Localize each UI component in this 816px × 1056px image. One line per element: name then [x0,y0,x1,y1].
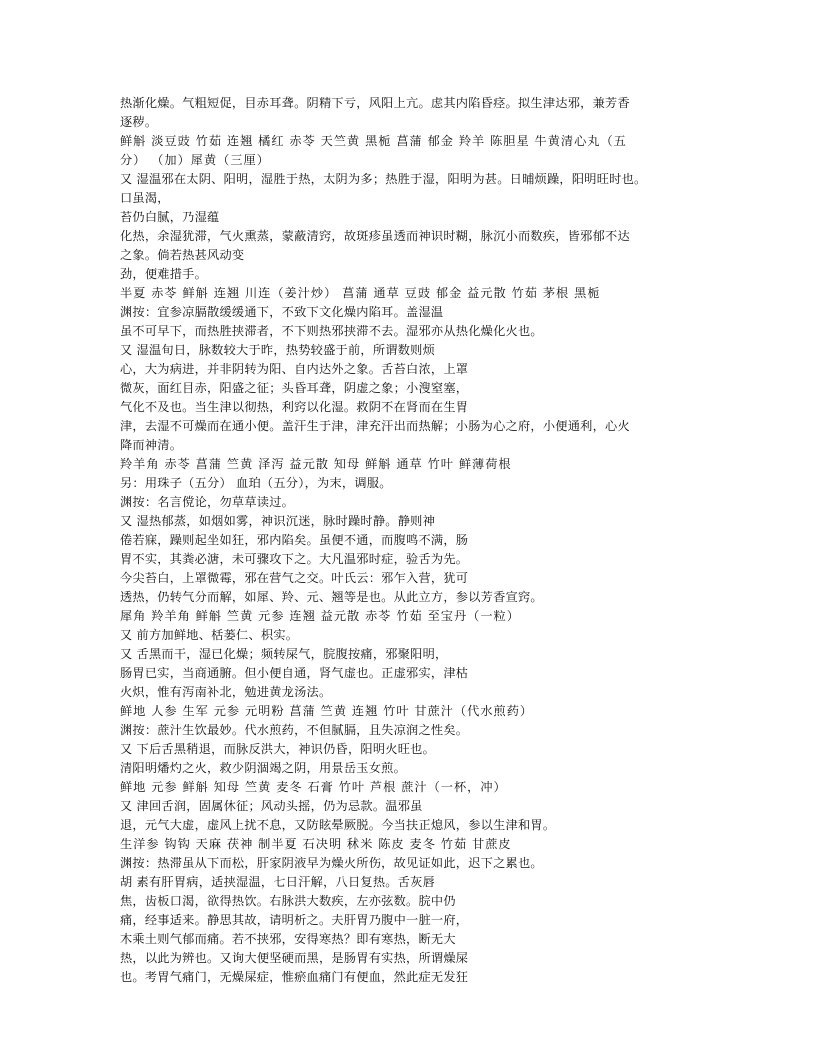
text-line: 热，以此为辨也。又询大便坚硬而黑，是肠胃有实热，所谓燥屎 [120,951,469,965]
prescription-line: 犀角 羚羊角 鲜斛 竺黄 元参 连翘 益元散 赤苓 竹茹 至宝丹（一粒） [120,609,520,623]
text-line: 又 湿温旬日，脉数较大于昨，热势较盛于前，所谓数则烦 [120,343,436,357]
text-line: 又 湿温邪在太阴、阳明，湿胜于热，太阴为多；热胜于湿，阳明为甚。日晡烦躁，阳明旺时也。 [120,172,647,186]
text-line: 清阳明燔灼之火，救少阴涸竭之阴，用景岳玉女煎。 [120,761,407,775]
commentary-line: 渊按：热滞虽从下而松，肝家阴液早为燥火所伤，故见证如此，迟下之累也。 [120,856,543,870]
text-line: 微灰，面红目赤，阳盛之征；头昏耳聋，阴虚之象；小溲窒塞， [120,381,469,395]
text-line: 口虽渴， [120,191,170,205]
text-line: 化热，余湿犹滞，气火熏蒸，蒙蔽清窍，故斑疹虽透而神识时糊，脉沉小而数疾，皆邪郁不达 [120,229,630,243]
text-line: 胃不实，其粪必溏，未可骤攻下之。大凡温邪时症，验舌为先。 [120,552,469,566]
text-line: 之象。倘若热甚风动变 [120,248,245,262]
text-line: 也。考胃气痛门，无燥屎症，惟瘀血痛门有便血，然此症无发狂 [120,970,469,984]
commentary-line: 渊按：名言傥论，勿草草读过。 [120,495,295,509]
prescription-line: 生洋参 钩钩 天麻 茯神 制半夏 石决明 秫米 陈皮 麦冬 竹茹 甘蔗皮 [120,837,512,851]
commentary-line: 渊按：宜参凉膈散缓缓通下，不致下文化燥内陷耳。盖湿温 [120,305,444,319]
text-line: 透热，仍转气分而解，如犀、羚、元、翘等是也。从此立方，参以芳香宣窍。 [120,590,543,604]
text-line: 又 下后舌黑稍退，而脉反洪大，神识仍昏，阳明火旺也。 [120,742,436,756]
prescription-line: 分） （加）犀黄（三厘） [120,153,270,167]
text-line: 热渐化燥。气粗短促，目赤耳聋。阴精下亏，风阳上亢。虑其内陷昏痉。拟生津达邪，兼芳香 [120,96,630,110]
text-line: 倦若寐，躁则起坐如狂，邪内陷矣。虽便不通，而腹鸣不满，肠 [120,533,469,547]
text-line: 心，大为病进，并非阴转为阳、自内达外之象。舌苔白浓，上罩 [120,362,469,376]
prescription-line: 半夏 赤苓 鲜斛 连翘 川连（姜汁炒） 菖蒲 通草 豆豉 郁金 益元散 竹茹 茅根 黑栀 [120,286,601,300]
prescription-line: 羚羊角 赤苓 菖蒲 竺黄 泽泻 益元散 知母 鲜斛 通草 竹叶 鲜薄荷根 [120,457,512,471]
text-line: 痛，经事适来。静思其故，请明析之。夫肝胃乃腹中一脏一府， [120,913,469,927]
document-page [120,94,700,987]
text-line: 又 舌黑而干，湿已化燥；频转屎气，脘腹按痛，邪聚阳明， [120,647,448,661]
text-line: 肠胃已实，当商通腑。但小便自通，肾气虚也。正虚邪实，津枯 [120,666,469,680]
text-line: 气化不及也。当生津以彻热，利窍以化湿。救阴不在肾而在生胃 [120,400,469,414]
commentary-line: 渊按：蔗汁生饮最妙。代水煎药，不但腻膈，且失凉润之性矣。 [120,723,469,737]
text-line: 焦，齿板口渴，欲得热饮。右脉洪大数疾，左亦弦数。脘中仍 [120,894,456,908]
text-line: 劲，便难措手。 [120,267,208,281]
text-line: 胡 素有肝胃病，适挟湿温，七日汗解，八日复热。舌灰唇 [120,875,436,889]
text-line: 火炽，惟有泻南补北，勉进黄龙汤法。 [120,685,332,699]
text-line: 虽不可早下，而热胜挟滞者，不下则热邪挟滞不去。湿邪亦从热化燥化火也。 [120,324,543,338]
text-line: 逐秽。 [120,115,158,129]
prescription-line: 鲜地 人参 生军 元参 元明粉 菖蒲 竺黄 连翘 竹叶 甘蔗汁（代水煎药） [120,704,534,718]
text-line: 又 湿热郁蒸，如烟如雾，神识沉迷，脉时躁时静。静则神 [120,514,436,528]
prescription-line: 鲜地 元参 鲜斛 知母 竺黄 麦冬 石膏 竹叶 芦根 蔗汁（一杯，冲） [120,780,507,794]
text-line: 退，元气大虚，虚风上扰不息，又防眩晕厥脱。今当扶正熄风，参以生津和胃。 [120,818,556,832]
text-line: 又 津回舌润，固属休征；风动头摇，仍为忌款。温邪虽 [120,799,423,813]
text-line: 苔仍白腻，乃湿蕴 [120,210,220,224]
text-line: 津，去湿不可燥而在通小便。盖汗生于津，津充汗出而热解；小肠为心之府，小便通利，心火 [120,419,630,433]
text-line: 木乘土则气郁而痛。若不挟邪，安得寒热？即有寒热，断无大 [120,932,456,946]
text-line: 又 前方加鲜地、栝蒌仁、枳实。 [120,628,299,642]
text-line: 另：用珠子（五分） 血珀（五分），为末，调服。 [120,476,392,490]
text-line: 今尖苔白，上罩微霉，邪在营气之交。叶氏云：邪乍入营，犹可 [120,571,469,585]
text-line: 降而神清。 [120,438,183,452]
prescription-line: 鲜斛 淡豆豉 竹茹 连翘 橘红 赤苓 天竺黄 黑栀 菖蒲 郁金 羚羊 陈胆星 牛黄清心丸（五 [120,134,627,148]
